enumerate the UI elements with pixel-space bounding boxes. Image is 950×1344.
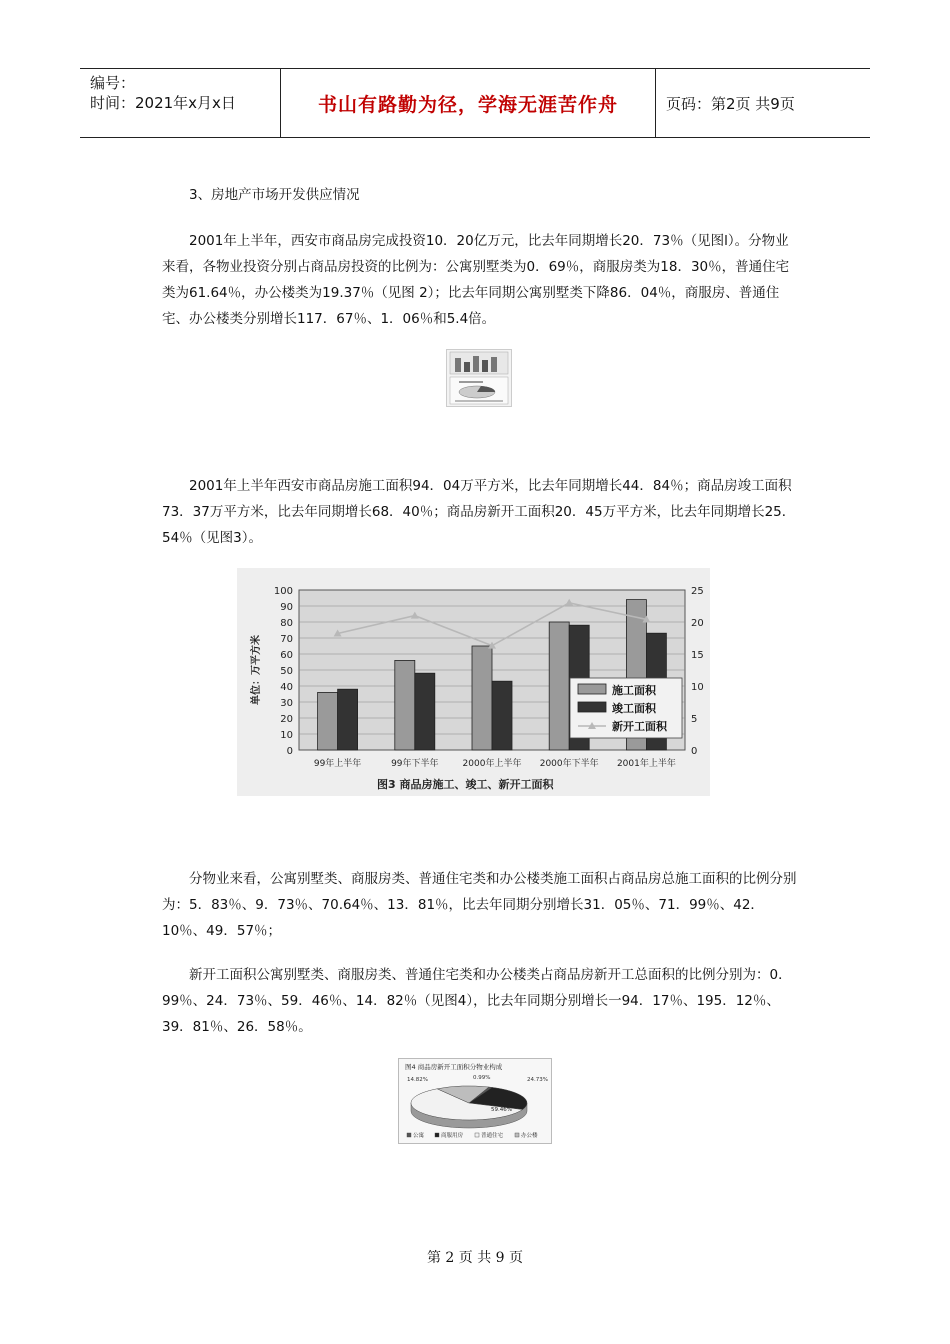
y-tick-label: 10 [280,730,293,741]
legend-label: 新开工面积 [612,720,667,733]
pie-value-label: 24.73% [527,1077,548,1083]
bar-施工面积 [472,646,492,750]
paragraph-property-share [162,866,802,944]
y-tick-label: 60 [280,650,293,661]
paragraph-new-construction [162,962,802,1040]
figure-4-svg [399,1059,551,1143]
bar-竣工面积 [415,673,435,750]
legend-label: 办公楼 [521,1133,538,1139]
y-tick-label: 100 [273,586,293,597]
legend-swatch-施工面积 [578,684,606,694]
bar-竣工面积 [338,689,358,750]
y-tick-label: 20 [280,714,293,725]
paragraph-text: 2001年上半年西安市商品房施工面积94．04万平方米，比去年同期增长44．84％；商品房竣工面积73．37万平方米，比去年同期增长68．40％；商品房新开工面积20．45万平方米，比去年同期增长25．54％（见图3）。 [162,478,796,546]
y2-tick-label: 5 [691,714,698,725]
legend-label: 商服用房 [441,1133,464,1139]
bar-施工面积 [395,660,415,750]
header-page-cell [656,69,870,137]
paragraph-text: 2001年上半年，西安市商品房完成投资10．20亿万元，比去年同期增长20．73％（见图l）。分物业来看，各物业投资分别占商品房投资的比例为：公寓别墅类为0．69％，商服房类为18．30％，普通住宅类为61.64％，办公楼类为19.37％（见图 2）；比去年同期公寓别墅类下降86．04％，商服房、普通住宅、办公楼类分别增长117．67％、1．06％和5.4倍。 [162,233,790,327]
pie-value-label: 0.99% [473,1075,491,1081]
figure-3-chart [237,568,710,796]
document-time-label: 时间：2021年x月x日 [90,94,236,112]
y-axis-label: 单位：万平方米 [251,635,262,705]
y2-tick-label: 0 [691,746,698,757]
y2-tick-label: 25 [691,586,704,597]
bar-施工面积 [549,622,569,750]
page-header [80,68,870,138]
legend-label: 施工面积 [612,684,656,697]
pie-value-label: 14.82% [407,1077,428,1083]
x-tick-label: 2000年上半年 [462,759,522,769]
y-tick-label: 30 [280,698,293,709]
legend-swatch-商服用房 [435,1133,439,1137]
y-tick-label: 40 [280,682,293,693]
section-title: 3、房地产市场开发供应情况 [189,187,360,203]
figure-4-chart [398,1058,552,1144]
y2-tick-label: 15 [691,650,704,661]
y-tick-label: 50 [280,666,293,677]
bar-竣工面积 [492,681,512,750]
y2-tick-label: 10 [691,682,704,693]
x-tick-label: 99年上半年 [313,759,362,769]
y-tick-label: 80 [280,618,293,629]
x-tick-label: 2000年下半年 [539,759,599,769]
paragraph-text: 分物业来看，公寓别墅类、商服房类、普通住宅类和办公楼类施工面积占商品房总施工面积的比例分别为：5．83％、9．73％、70.64％、13．81％，比去年同期分别增长31．05％、71．99％、42．10％、49．57％； [162,871,797,939]
paragraph-construction-area [162,473,802,551]
legend-label: 竣工面积 [612,702,656,715]
section-title-block [162,182,802,208]
paragraph-text: 新开工面积公寓别墅类、商服房类、普通住宅类和办公楼类占商品房新开工总面积的比例分别为：0．99％、24．73％、59．46％、14．82％（见图4），比去年同期分别增长一94．17％、195．12％、39．81％、26．58％。 [162,967,792,1035]
figure-thumbnail [446,349,512,407]
paragraph-investment [162,228,802,332]
y-tick-label: 70 [280,634,293,645]
document-number-label: 编号： [90,74,136,92]
legend-swatch-办公楼 [515,1133,519,1137]
header-motto-cell [280,69,656,137]
y-tick-label: 90 [280,602,293,613]
y-tick-label: 0 [286,746,293,757]
chart-title: 图3 商品房施工、竣工、新开工面积 [377,778,554,791]
legend-swatch-竣工面积 [578,702,606,712]
pie-value-label: 59.46% [491,1107,512,1113]
chart-title: 图4 商品房新开工面积分物业构成 [405,1063,503,1071]
legend-swatch-公寓 [407,1133,411,1137]
legend-label: 公寓 [413,1133,425,1139]
header-motto: 书山有路勤为径，学海无涯苦作舟 [317,93,618,116]
y2-tick-label: 20 [691,618,704,629]
x-tick-label: 99年下半年 [391,759,439,769]
header-page-label: 页码：第2页 共9页 [666,94,795,113]
bar-施工面积 [318,692,338,750]
x-tick-label: 2001年上半年 [616,759,676,769]
legend-label: 普通住宅 [481,1133,504,1139]
figure-3-svg [237,568,710,796]
page-footer: 第 2 页 共 9 页 [426,1250,524,1266]
legend-swatch-普通住宅 [475,1133,479,1137]
header-meta [80,69,280,137]
